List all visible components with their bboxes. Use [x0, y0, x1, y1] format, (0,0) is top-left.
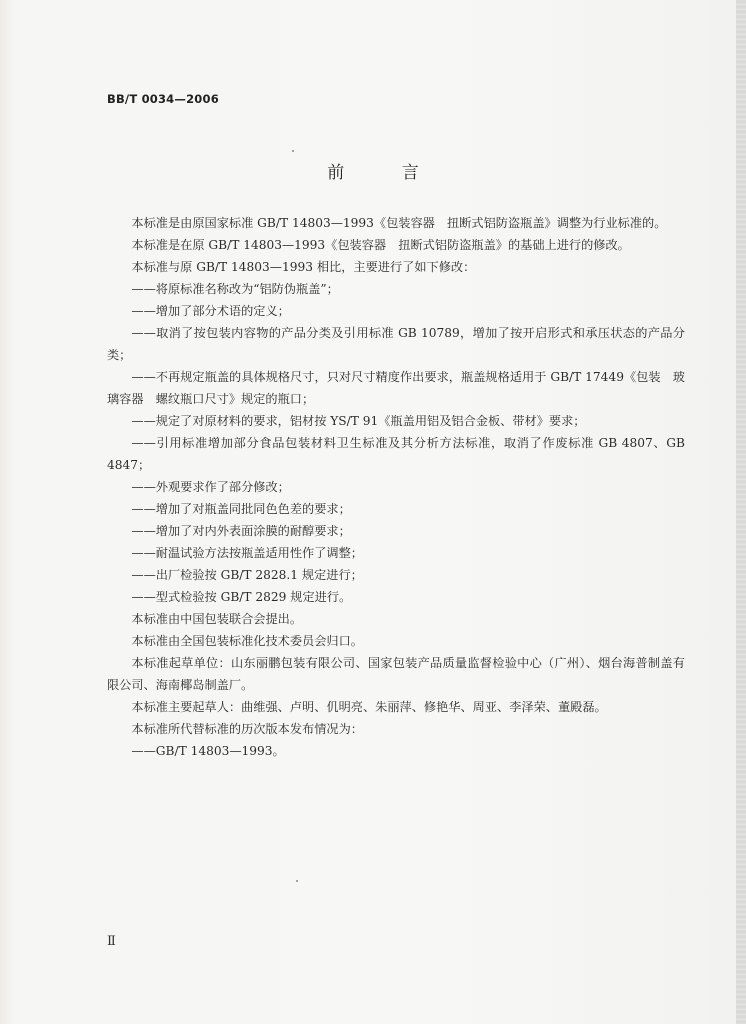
paragraph: 本标准主要起草人：曲维强、卢明、仉明亮、朱丽萍、修艳华、周亚、李泽荣、董殿磊。 [131, 700, 607, 714]
page-edge-shadow [736, 0, 746, 1024]
list-item: ——增加了对内外表面涂膜的耐醇要求； [131, 524, 351, 538]
paragraph: 本标准与原 GB/T 14803—1993 相比，主要进行了如下修改： [131, 260, 476, 274]
scan-speck [292, 150, 294, 152]
scan-speck [296, 880, 298, 882]
list-item: ——型式检验按 GB/T 2829 规定进行。 [131, 590, 352, 604]
list-item: ——引用标准增加部分食品包装材料卫生标准及其分析方法标准，取消了作废标准 GB 4807、GB 4847； [107, 436, 685, 472]
list-item: ——GB/T 14803—1993。 [131, 744, 285, 758]
list-item: ——耐温试验方法按瓶盖适用性作了调整； [131, 546, 363, 560]
paragraph: 本标准由全国包装标准化技术委员会归口。 [131, 634, 363, 648]
list-item: ——将原标准名称改为“铝防伪瓶盖”； [131, 282, 339, 296]
list-item: ——增加了部分术语的定义； [131, 304, 290, 318]
list-item: ——外观要求作了部分修改； [131, 480, 290, 494]
paragraph: 本标准是在原 GB/T 14803—1993《包装容器 扭断式铝防盗瓶盖》的基础上进行的修改。 [131, 238, 630, 252]
list-item: ——增加了对瓶盖同批同色色差的要求； [131, 502, 351, 516]
paragraph: 本标准由中国包装联合会提出。 [131, 612, 303, 626]
list-item: ——出厂检验按 GB/T 2828.1 规定进行； [131, 568, 363, 582]
paragraph: 本标准是由原国家标准 GB/T 14803—1993《包装容器 扭断式铝防盗瓶盖》调整为行业标准的。 [131, 216, 667, 230]
paragraph: 本标准所代替标准的历次版本发布情况为： [131, 722, 363, 736]
page-title: 前 言 [327, 163, 445, 183]
list-item: ——规定了对原材料的要求，铝材按 YS/T 91《瓶盖用铝及铝合金板、带材》要求； [131, 414, 586, 428]
paragraph: 本标准起草单位：山东丽鹏包装有限公司、国家包装产品质量监督检验中心（广州）、烟台海普制盖有限公司、海南椰岛制盖厂。 [107, 656, 685, 692]
page-number: Ⅱ [107, 934, 116, 949]
list-item: ——取消了按包装内容物的产品分类及引用标准 GB 10789，增加了按开启形式和承压状态的产品分类； [107, 326, 685, 362]
standard-code: BB/T 0034—2006 [107, 92, 219, 106]
list-item: ——不再规定瓶盖的具体规格尺寸，只对尺寸精度作出要求，瓶盖规格适用于 GB/T 17449《包装 玻璃容器 螺纹瓶口尺寸》规定的瓶口； [107, 370, 685, 406]
foreword-body [107, 212, 685, 762]
